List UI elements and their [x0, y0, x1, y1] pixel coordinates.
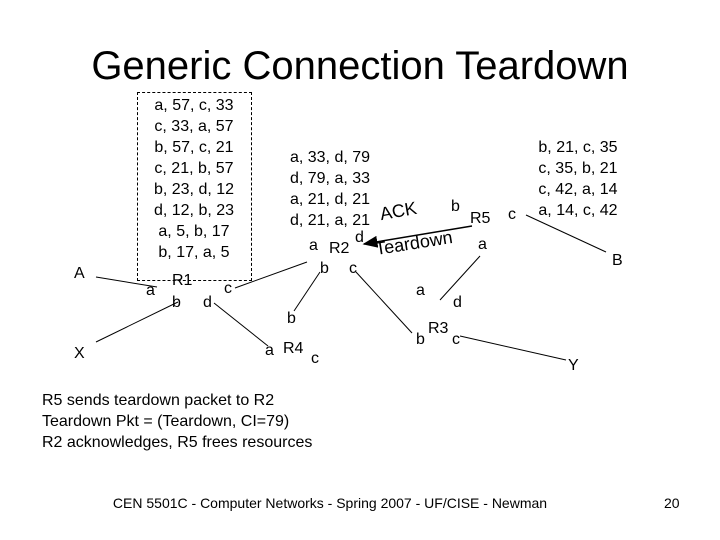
r4-port-c: c: [311, 350, 319, 367]
r5-port-a: a: [478, 236, 487, 253]
link-r1-r2: [235, 262, 307, 288]
router-r3-label: R3: [428, 320, 449, 337]
r2-table-row: a, 21, d, 21: [289, 191, 371, 208]
r2-table-row: a, 33, d, 79: [289, 149, 371, 166]
r2-port-d: d: [355, 229, 364, 246]
link-r3-y: [460, 336, 566, 360]
link-r1-r4: [214, 303, 268, 346]
router-r5-label: R5: [470, 210, 491, 227]
link-r2-r3: [356, 272, 412, 333]
r2-port-b: b: [320, 260, 329, 277]
ack-label: ACK: [378, 197, 419, 225]
r5-port-c: c: [508, 206, 516, 223]
r3-port-d: d: [453, 294, 462, 311]
router-r4-label: R4: [283, 340, 304, 357]
r2-table-row: d, 21, a, 21: [289, 212, 371, 229]
note-line: Teardown Pkt = (Teardown, CI=79): [42, 413, 290, 430]
r1-port-d: d: [203, 294, 212, 311]
slide-footer: CEN 5501C - Computer Networks - Spring 2007 - UF/CISE - Newman: [112, 495, 548, 511]
r1-table-row: b, 23, d, 12: [153, 181, 235, 198]
r3-port-c: c: [452, 331, 460, 348]
r2-port-a: a: [309, 237, 318, 254]
router-r1-label: R1: [172, 272, 193, 289]
link-x-r1: [96, 302, 178, 342]
r5-table-row: c, 42, a, 14: [538, 181, 618, 198]
router-r2-label: R2: [329, 240, 350, 257]
r1-table-row: c, 21, b, 57: [154, 160, 234, 177]
host-b-label: B: [612, 252, 623, 269]
r5-port-b: b: [451, 198, 460, 215]
r1-table-row: b, 17, a, 5: [158, 244, 230, 261]
r4-port-a: a: [265, 342, 274, 359]
note-line: R2 acknowledges, R5 frees resources: [42, 434, 313, 451]
link-r5-b: [526, 215, 606, 252]
host-y-label: Y: [568, 357, 579, 374]
r1-port-b: b: [172, 294, 181, 311]
page-number: 20: [664, 495, 680, 511]
r1-port-a: a: [146, 282, 155, 299]
host-x-label: X: [74, 345, 85, 362]
r5-table-row: b, 21, c, 35: [538, 139, 618, 156]
r2-port-c: c: [349, 260, 357, 277]
r1-table-row: c, 33, a, 57: [154, 118, 234, 135]
r1-table-row: d, 12, b, 23: [153, 202, 235, 219]
r1-table-row: b, 57, c, 21: [154, 139, 234, 156]
link-r2-r4: [294, 272, 320, 311]
host-a-label: A: [74, 265, 85, 282]
r4-port-b: b: [287, 310, 296, 327]
r1-port-c: c: [224, 280, 232, 297]
slide-title: Generic Connection Teardown: [91, 44, 629, 88]
r3-port-b: b: [416, 331, 425, 348]
teardown-label: Teardown: [373, 227, 454, 260]
r5-table-row: a, 14, c, 42: [538, 202, 618, 219]
r2-table-row: d, 79, a, 33: [289, 170, 371, 187]
r5-table-row: c, 35, b, 21: [538, 160, 618, 177]
r1-table-row: a, 5, b, 17: [158, 223, 230, 240]
note-line: R5 sends teardown packet to R2: [42, 392, 275, 409]
r1-table-row: a, 57, c, 33: [154, 97, 234, 114]
r3-port-a: a: [416, 282, 425, 299]
notes: [42, 390, 312, 453]
